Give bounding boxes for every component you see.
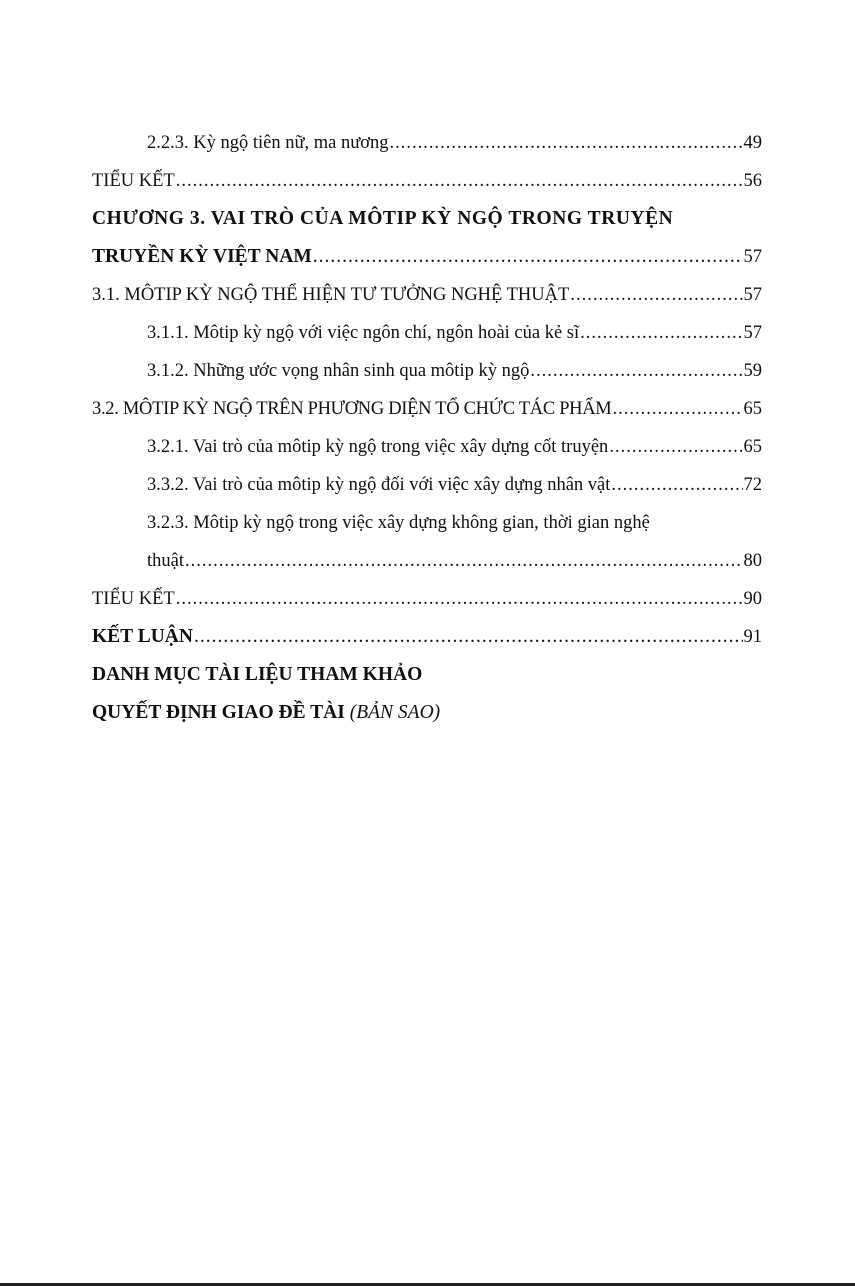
toc-entry-title: CHƯƠNG 3. VAI TRÒ CỦA MÔTIP KỲ NGỘ TRONG TRUYỆN [92, 208, 674, 229]
toc-entry-title: KẾT LUẬN [92, 626, 193, 647]
dot-leader [194, 618, 743, 656]
toc-entry-3-1[interactable] [92, 276, 762, 314]
toc-entry-title: 3.2.3. Môtip kỳ ngộ trong việc xây dựng không gian, thời gian nghệ [147, 513, 650, 533]
toc-entry-title: 3.2. MÔTIP KỲ NGỘ TRÊN PHƯƠNG DIỆN TỔ CHỨC TÁC PHẨM [92, 399, 612, 419]
toc-page-number: 65 [743, 437, 762, 457]
toc-entry-3-1-1[interactable] [92, 314, 762, 352]
toc-entry-note [345, 694, 440, 732]
toc-entry-title: TRUYỀN KỲ VIỆT NAM [92, 246, 312, 267]
toc-entry-title: TIỂU KẾT [92, 589, 175, 609]
toc-page-number: 90 [743, 589, 762, 609]
toc-page-number: 80 [743, 551, 762, 571]
toc-entry-references[interactable] [92, 656, 762, 694]
toc-page-number: 56 [743, 171, 762, 191]
toc-entry-3-2-3-cont[interactable] [92, 542, 762, 580]
dot-leader [176, 580, 743, 618]
toc-entry-decision[interactable] [92, 694, 762, 732]
dot-leader [390, 124, 743, 162]
toc-entry-ket-luan[interactable] [92, 618, 762, 656]
toc-entry-title: 3.2.1. Vai trò của môtip kỳ ngộ trong việc xây dựng cốt truyện [147, 437, 609, 457]
toc-page-number: 57 [743, 323, 762, 343]
toc-entry-chapter-3-cont[interactable] [92, 238, 762, 276]
toc-entry-chapter-3[interactable] [92, 200, 762, 238]
toc-entry-title: 2.2.3. Kỳ ngộ tiên nữ, ma nương [147, 133, 389, 153]
toc-entry-2-2-3[interactable] [92, 124, 762, 162]
toc-entry-3-2-3[interactable] [92, 504, 762, 542]
toc-entry-3-2-1[interactable] [92, 428, 762, 466]
toc-entry-3-3-2[interactable] [92, 466, 762, 504]
dot-leader [580, 314, 742, 352]
dot-leader [185, 542, 743, 580]
table-of-contents [92, 124, 762, 732]
dot-leader [611, 466, 742, 504]
toc-entry-tieu-ket-ch3[interactable] [92, 580, 762, 618]
toc-page-number: 57 [743, 247, 762, 267]
dot-leader [609, 428, 742, 466]
dot-leader [570, 276, 742, 314]
toc-page-number: 59 [743, 361, 762, 381]
toc-entry-3-2[interactable] [92, 390, 762, 428]
dot-leader [313, 238, 743, 276]
toc-entry-title: QUYẾT ĐỊNH GIAO ĐỀ TÀI [92, 702, 345, 723]
dot-leader [176, 162, 743, 200]
toc-entry-title: DANH MỤC TÀI LIỆU THAM KHẢO [92, 664, 423, 685]
toc-entry-title: thuật [147, 551, 184, 571]
toc-entry-title: 3.1.1. Môtip kỳ ngộ với việc ngôn chí, ngôn hoài của kẻ sĩ [147, 323, 580, 343]
dot-leader [612, 390, 742, 428]
toc-entry-title: 3.3.2. Vai trò của môtip kỳ ngộ đối với việc xây dựng nhân vật [147, 475, 611, 495]
toc-page-number: 57 [743, 285, 762, 305]
toc-page-number: 65 [743, 399, 762, 419]
toc-entry-title: 3.1. MÔTIP KỲ NGỘ THỂ HIỆN TƯ TƯỞNG NGHỆ THUẬT [92, 285, 570, 305]
toc-page-number: 72 [743, 475, 762, 495]
dot-leader [530, 352, 742, 390]
toc-entry-title: 3.1.2. Những ước vọng nhân sinh qua môtip kỳ ngộ [147, 361, 530, 381]
toc-entry-note-text: (BẢN SAO) [349, 702, 441, 723]
toc-page-number: 91 [743, 627, 762, 647]
toc-entry-tieu-ket-ch2[interactable] [92, 162, 762, 200]
toc-page-number: 49 [743, 133, 762, 153]
toc-entry-3-1-2[interactable] [92, 352, 762, 390]
toc-entry-title: TIỂU KẾT [92, 171, 175, 191]
